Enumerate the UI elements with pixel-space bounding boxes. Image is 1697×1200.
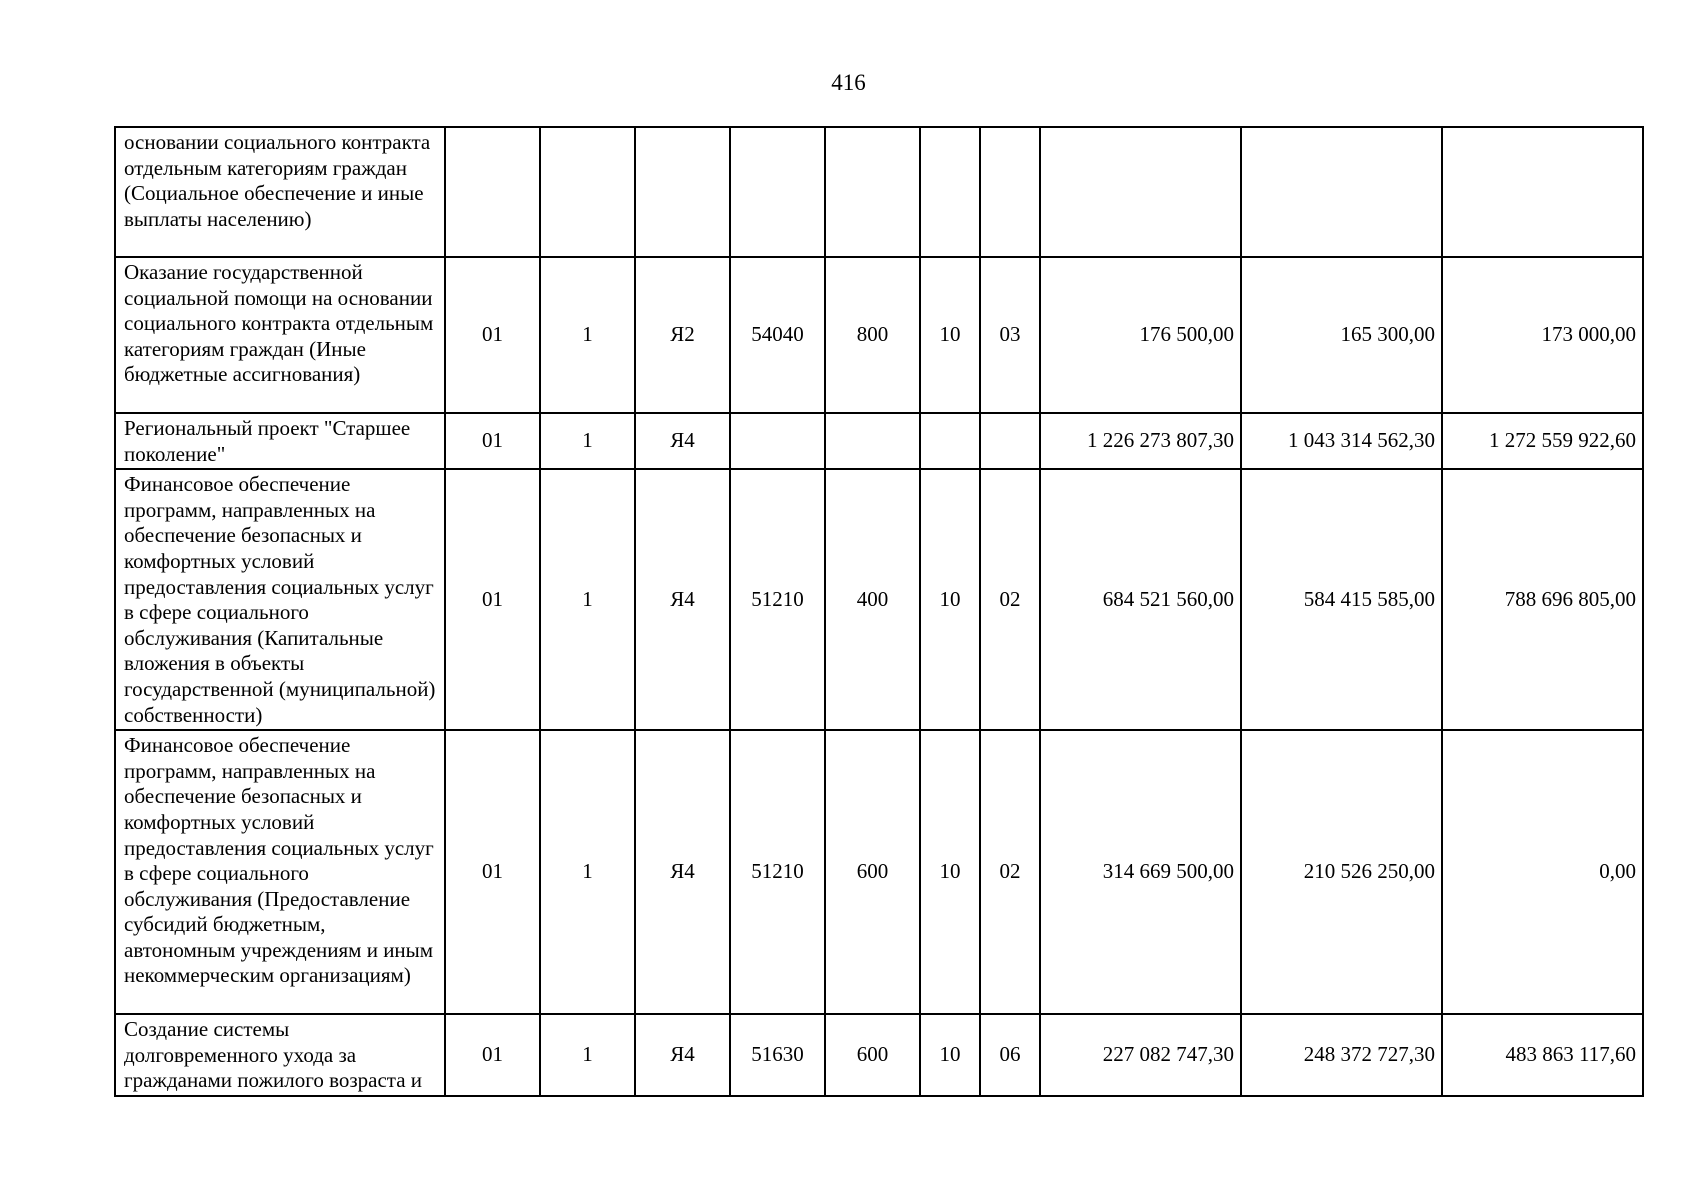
project-code: Я4 (635, 413, 730, 469)
table-row (115, 730, 1643, 1014)
table-row (115, 257, 1643, 413)
amount-year-2: 248 372 727,30 (1241, 1014, 1442, 1096)
amount-year-1 (1040, 127, 1241, 257)
program-code: 01 (445, 413, 540, 469)
subprogram-code: 1 (540, 469, 635, 730)
amount-year-3: 0,00 (1442, 730, 1643, 1014)
section-code (920, 127, 980, 257)
direction-code: 54040 (730, 257, 825, 413)
project-code: Я4 (635, 1014, 730, 1096)
amount-year-1: 684 521 560,00 (1040, 469, 1241, 730)
section-code: 10 (920, 730, 980, 1014)
table-row (115, 469, 1643, 730)
program-code: 01 (445, 730, 540, 1014)
amount-year-2 (1241, 127, 1442, 257)
table-row (115, 413, 1643, 469)
project-code: Я4 (635, 469, 730, 730)
row-description: Региональный проект "Старшее поколение" (115, 413, 445, 469)
subsection-code (980, 127, 1040, 257)
row-description: Финансовое обеспечение программ, направленных на обеспечение безопасных и комфортных условий предоставления социальных услуг в сфере социального обслуживания (Капитальные вложения в объекты государственной (муниципальной) собственности) (115, 469, 445, 730)
amount-year-2: 1 043 314 562,30 (1241, 413, 1442, 469)
amount-year-1: 314 669 500,00 (1040, 730, 1241, 1014)
amount-year-3: 788 696 805,00 (1442, 469, 1643, 730)
amount-year-3: 483 863 117,60 (1442, 1014, 1643, 1096)
expense-type-code: 400 (825, 469, 920, 730)
section-code: 10 (920, 257, 980, 413)
program-code: 01 (445, 1014, 540, 1096)
program-code: 01 (445, 469, 540, 730)
row-description: Финансовое обеспечение программ, направленных на обеспечение безопасных и комфортных условий предоставления социальных услуг в сфере социального обслуживания (Предоставление субсидий бюджетным, автономным учреждениям и иным некоммерческим организациям) (115, 730, 445, 1014)
direction-code: 51210 (730, 469, 825, 730)
amount-year-2: 584 415 585,00 (1241, 469, 1442, 730)
amount-year-1: 227 082 747,30 (1040, 1014, 1241, 1096)
amount-year-1: 176 500,00 (1040, 257, 1241, 413)
subsection-code (980, 413, 1040, 469)
amount-year-2: 165 300,00 (1241, 257, 1442, 413)
direction-code: 51210 (730, 730, 825, 1014)
program-code: 01 (445, 257, 540, 413)
expense-type-code (825, 413, 920, 469)
subprogram-code: 1 (540, 730, 635, 1014)
amount-year-1: 1 226 273 807,30 (1040, 413, 1241, 469)
expense-type-code (825, 127, 920, 257)
amount-year-3: 1 272 559 922,60 (1442, 413, 1643, 469)
project-code: Я2 (635, 257, 730, 413)
table-row (115, 1014, 1643, 1096)
expense-type-code: 800 (825, 257, 920, 413)
page-number: 416 (831, 70, 866, 95)
project-code (635, 127, 730, 257)
row-description: основании социального контракта отдельным категориям граждан (Социальное обеспечение и иные выплаты населению) (115, 127, 445, 257)
amount-year-2: 210 526 250,00 (1241, 730, 1442, 1014)
row-description: Создание системы долговременного ухода за гражданами пожилого возраста и (115, 1014, 445, 1096)
table-row (115, 127, 1643, 257)
subsection-code: 02 (980, 730, 1040, 1014)
subsection-code: 02 (980, 469, 1040, 730)
project-code: Я4 (635, 730, 730, 1014)
section-code: 10 (920, 469, 980, 730)
section-code: 10 (920, 1014, 980, 1096)
direction-code (730, 413, 825, 469)
subprogram-code: 1 (540, 257, 635, 413)
budget-table (114, 126, 1644, 1097)
direction-code: 51630 (730, 1014, 825, 1096)
row-description: Оказание государственной социальной помощи на основании социального контракта отдельным категориям граждан (Иные бюджетные ассигнования) (115, 257, 445, 413)
subsection-code: 03 (980, 257, 1040, 413)
direction-code (730, 127, 825, 257)
subsection-code: 06 (980, 1014, 1040, 1096)
subprogram-code: 1 (540, 1014, 635, 1096)
subprogram-code: 1 (540, 413, 635, 469)
subprogram-code (540, 127, 635, 257)
amount-year-3 (1442, 127, 1643, 257)
amount-year-3: 173 000,00 (1442, 257, 1643, 413)
program-code (445, 127, 540, 257)
expense-type-code: 600 (825, 1014, 920, 1096)
section-code (920, 413, 980, 469)
expense-type-code: 600 (825, 730, 920, 1014)
